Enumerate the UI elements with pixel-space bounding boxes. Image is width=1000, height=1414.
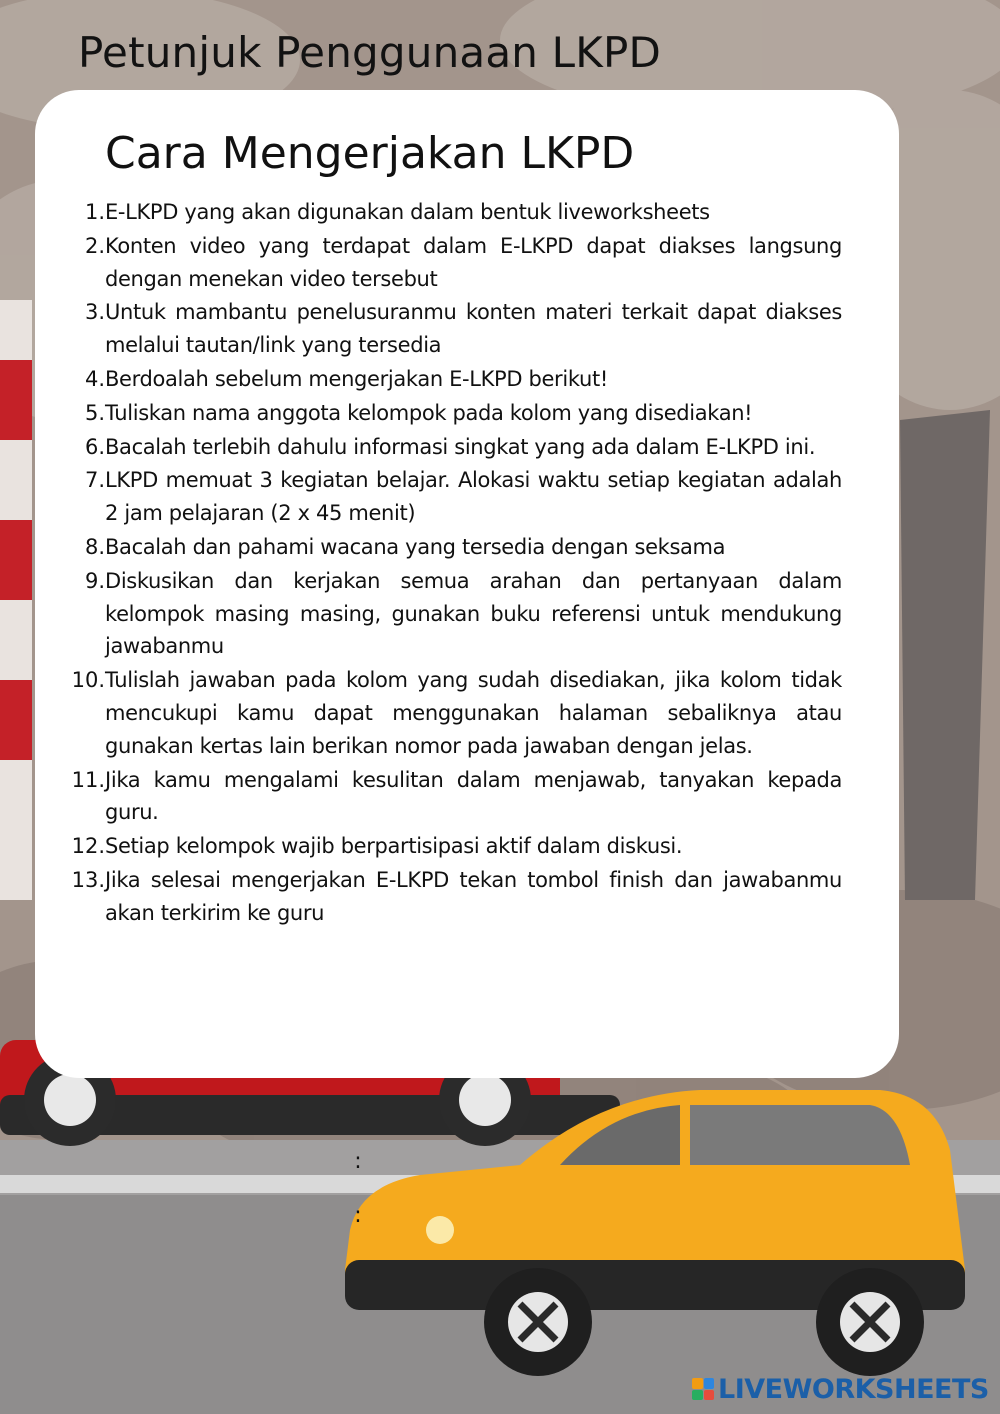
step-text: E-LKPD yang akan digunakan dalam bentuk liveworksheets (105, 200, 710, 224)
list-item (84, 230, 842, 296)
step-text: Berdoalah sebelum mengerjakan E-LKPD berikut! (105, 366, 608, 391)
step-text: Konten video yang terdapat dalam E-LKPD dapat diakses langsung dengan menekan video tersebut (105, 233, 842, 291)
page-title: Petunjuk Penggunaan LKPD (78, 28, 662, 77)
step-text: Bacalah terlebih dahulu informasi singkat yang ada dalam E-LKPD ini. (105, 434, 816, 459)
step-text: Jika kamu mengalami kesulitan dalam menjawab, tanyakan kepada guru. (105, 767, 842, 825)
answer-field-markers (352, 1148, 364, 1230)
step-number: 8. (84, 534, 105, 559)
instruction-list (71, 196, 842, 931)
step-number: 11. (71, 767, 105, 792)
list-item (71, 864, 842, 930)
instructions-card (35, 90, 899, 1078)
list-item (71, 764, 842, 830)
step-text: Setiap kelompok wajib berpartisipasi aktif dalam diskusi. (105, 834, 683, 859)
liveworksheets-brand (692, 1372, 989, 1406)
step-text: Jika selesai mengerjakan E-LKPD tekan tombol finish dan jawabanmu akan terkirim ke guru (105, 867, 842, 925)
brand-name: LIVEWORKSHEETS (718, 1373, 989, 1405)
list-item (84, 464, 842, 530)
step-number: 4. (84, 366, 105, 391)
list-item (71, 830, 842, 863)
list-item (84, 196, 842, 229)
step-text: LKPD memuat 3 kegiatan belajar. Alokasi waktu setiap kegiatan adalah 2 jam pelajaran (2 x 45 menit) (105, 468, 842, 526)
step-number: 2. (84, 233, 105, 258)
answer-field-marker-top: : (354, 1149, 362, 1174)
answer-field-marker-bottom: : (354, 1203, 362, 1228)
list-item (84, 431, 842, 464)
list-item (84, 363, 842, 396)
step-text: Diskusikan dan kerjakan semua arahan dan pertanyaan dalam kelompok masing masing, gunakan buku referensi untuk mendukung jawabanmu (105, 568, 842, 659)
list-item (84, 531, 842, 564)
step-number: 12. (71, 834, 105, 859)
step-number: 7. (84, 468, 105, 493)
step-text: Tulislah jawaban pada kolom yang sudah disediakan, jika kolom tidak mencukupi kamu dapat menggunakan halaman sebaliknya atau gunakan kertas lain berikan nomor pada jawaban dengan jelas. (105, 668, 842, 758)
step-number: 1. (84, 200, 105, 224)
step-number: 10. (71, 668, 105, 693)
list-item (71, 664, 842, 762)
list-item (84, 296, 842, 362)
step-number: 9. (84, 568, 105, 593)
liveworksheets-logo-icon (692, 1378, 714, 1400)
step-text: Bacalah dan pahami wacana yang tersedia dengan seksama (105, 534, 726, 559)
step-number: 3. (84, 300, 105, 325)
list-item (84, 565, 842, 663)
step-number: 6. (84, 434, 105, 459)
list-item (84, 397, 842, 430)
step-number: 5. (84, 400, 105, 425)
step-text: Tuliskan nama anggota kelompok pada kolom yang disediakan! (105, 400, 753, 425)
step-text: Untuk mambantu penelusuranmu konten materi terkait dapat diakses melalui tautan/link yang tersedia (105, 300, 842, 358)
card-title: Cara Mengerjakan LKPD (105, 128, 635, 179)
step-number: 13. (71, 867, 105, 892)
